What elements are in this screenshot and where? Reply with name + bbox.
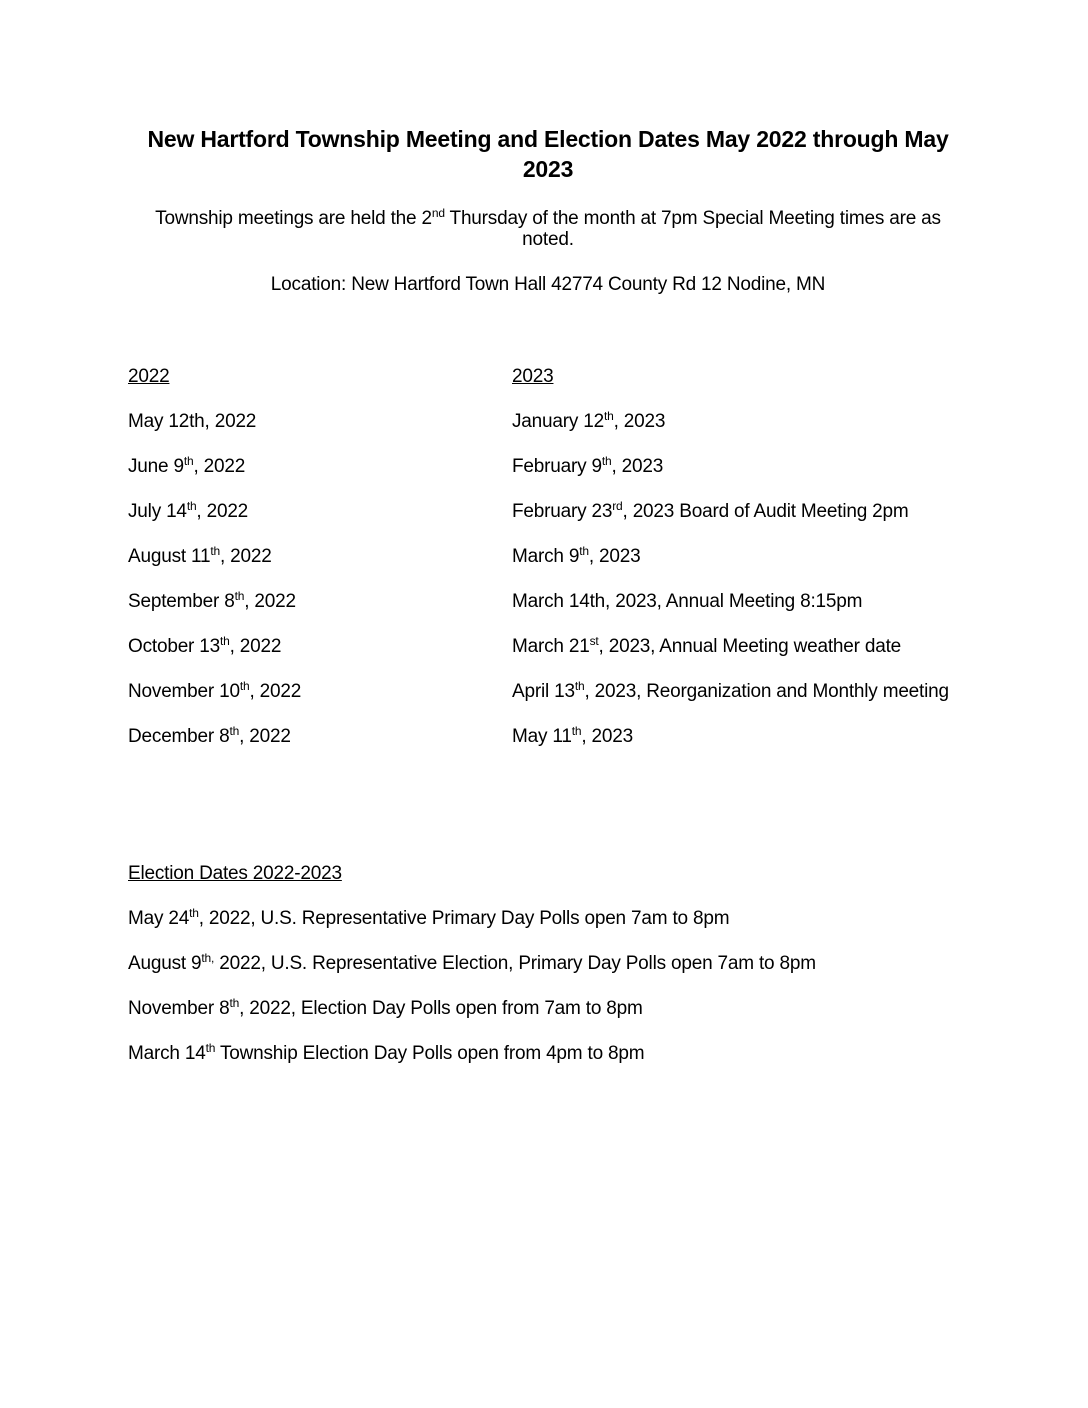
meeting-date-2022: June 9th, 2022 <box>128 454 246 477</box>
meeting-date-2022: July 14th, 2022 <box>128 499 249 522</box>
meeting-date-2022: September 8th, 2022 <box>128 589 296 612</box>
meeting-date-2023: January 12th, 2023 <box>512 409 666 432</box>
election-dates-section <box>128 863 968 1064</box>
meeting-dates-columns <box>128 366 968 771</box>
meeting-date-2022: December 8th, 2022 <box>128 724 291 747</box>
meeting-date-2022: May 12th, 2022 <box>128 411 257 432</box>
column-2022 <box>128 366 512 771</box>
meeting-date-2023: March 9th, 2023 <box>512 544 641 567</box>
election-date: March 14th Township Election Day Polls open from 4pm to 8pm <box>128 1041 645 1064</box>
meeting-date-2023: May 11th, 2023 <box>512 724 633 747</box>
meeting-date-2023: March 14th, 2023, Annual Meeting 8:15pm <box>512 591 863 612</box>
election-dates-header: Election Dates 2022-2023 <box>128 863 342 884</box>
meeting-date-2022: November 10th, 2022 <box>128 679 302 702</box>
column-2023-header: 2023 <box>512 366 554 387</box>
column-2023 <box>512 366 968 771</box>
election-dates-header-row <box>128 863 968 884</box>
column-2022-header-row <box>128 366 512 387</box>
location-line: Location: New Hartford Town Hall 42774 County Rd 12 Nodine, MN <box>270 274 826 295</box>
meeting-date-2022: October 13th, 2022 <box>128 634 282 657</box>
election-date: August $9^{th,}$ 2022, U.S. Representative Election, Primary Day Polls open 7am to 8pm <box>128 951 816 974</box>
intro-line: Township meetings are held the 2nd Thursday of the month at 7pm Special Meeting times are as noted. <box>155 206 941 250</box>
meeting-date-2022: August 11th, 2022 <box>128 544 272 567</box>
election-date: May 24th, 2022, U.S. Representative Primary Day Polls open 7am to 8pm <box>128 906 730 929</box>
meeting-date-2023: March 21st, 2023, Annual Meeting weather date <box>512 634 902 657</box>
meeting-date-2023: February 9th, 2023 <box>512 454 664 477</box>
column-2023-header-row <box>512 366 968 387</box>
meeting-date-2023: April 13th, 2023, Reorganization and Monthly meeting <box>512 679 949 702</box>
meeting-date-2023: February 23rd, 2023 Board of Audit Meeting 2pm <box>512 499 909 522</box>
document-title: New Hartford Township Meeting and Election Dates May 2022 through May 2023 <box>147 126 949 182</box>
column-2022-header: 2022 <box>128 366 170 387</box>
election-date: November 8th, 2022, Election Day Polls open from 7am to 8pm <box>128 996 643 1019</box>
